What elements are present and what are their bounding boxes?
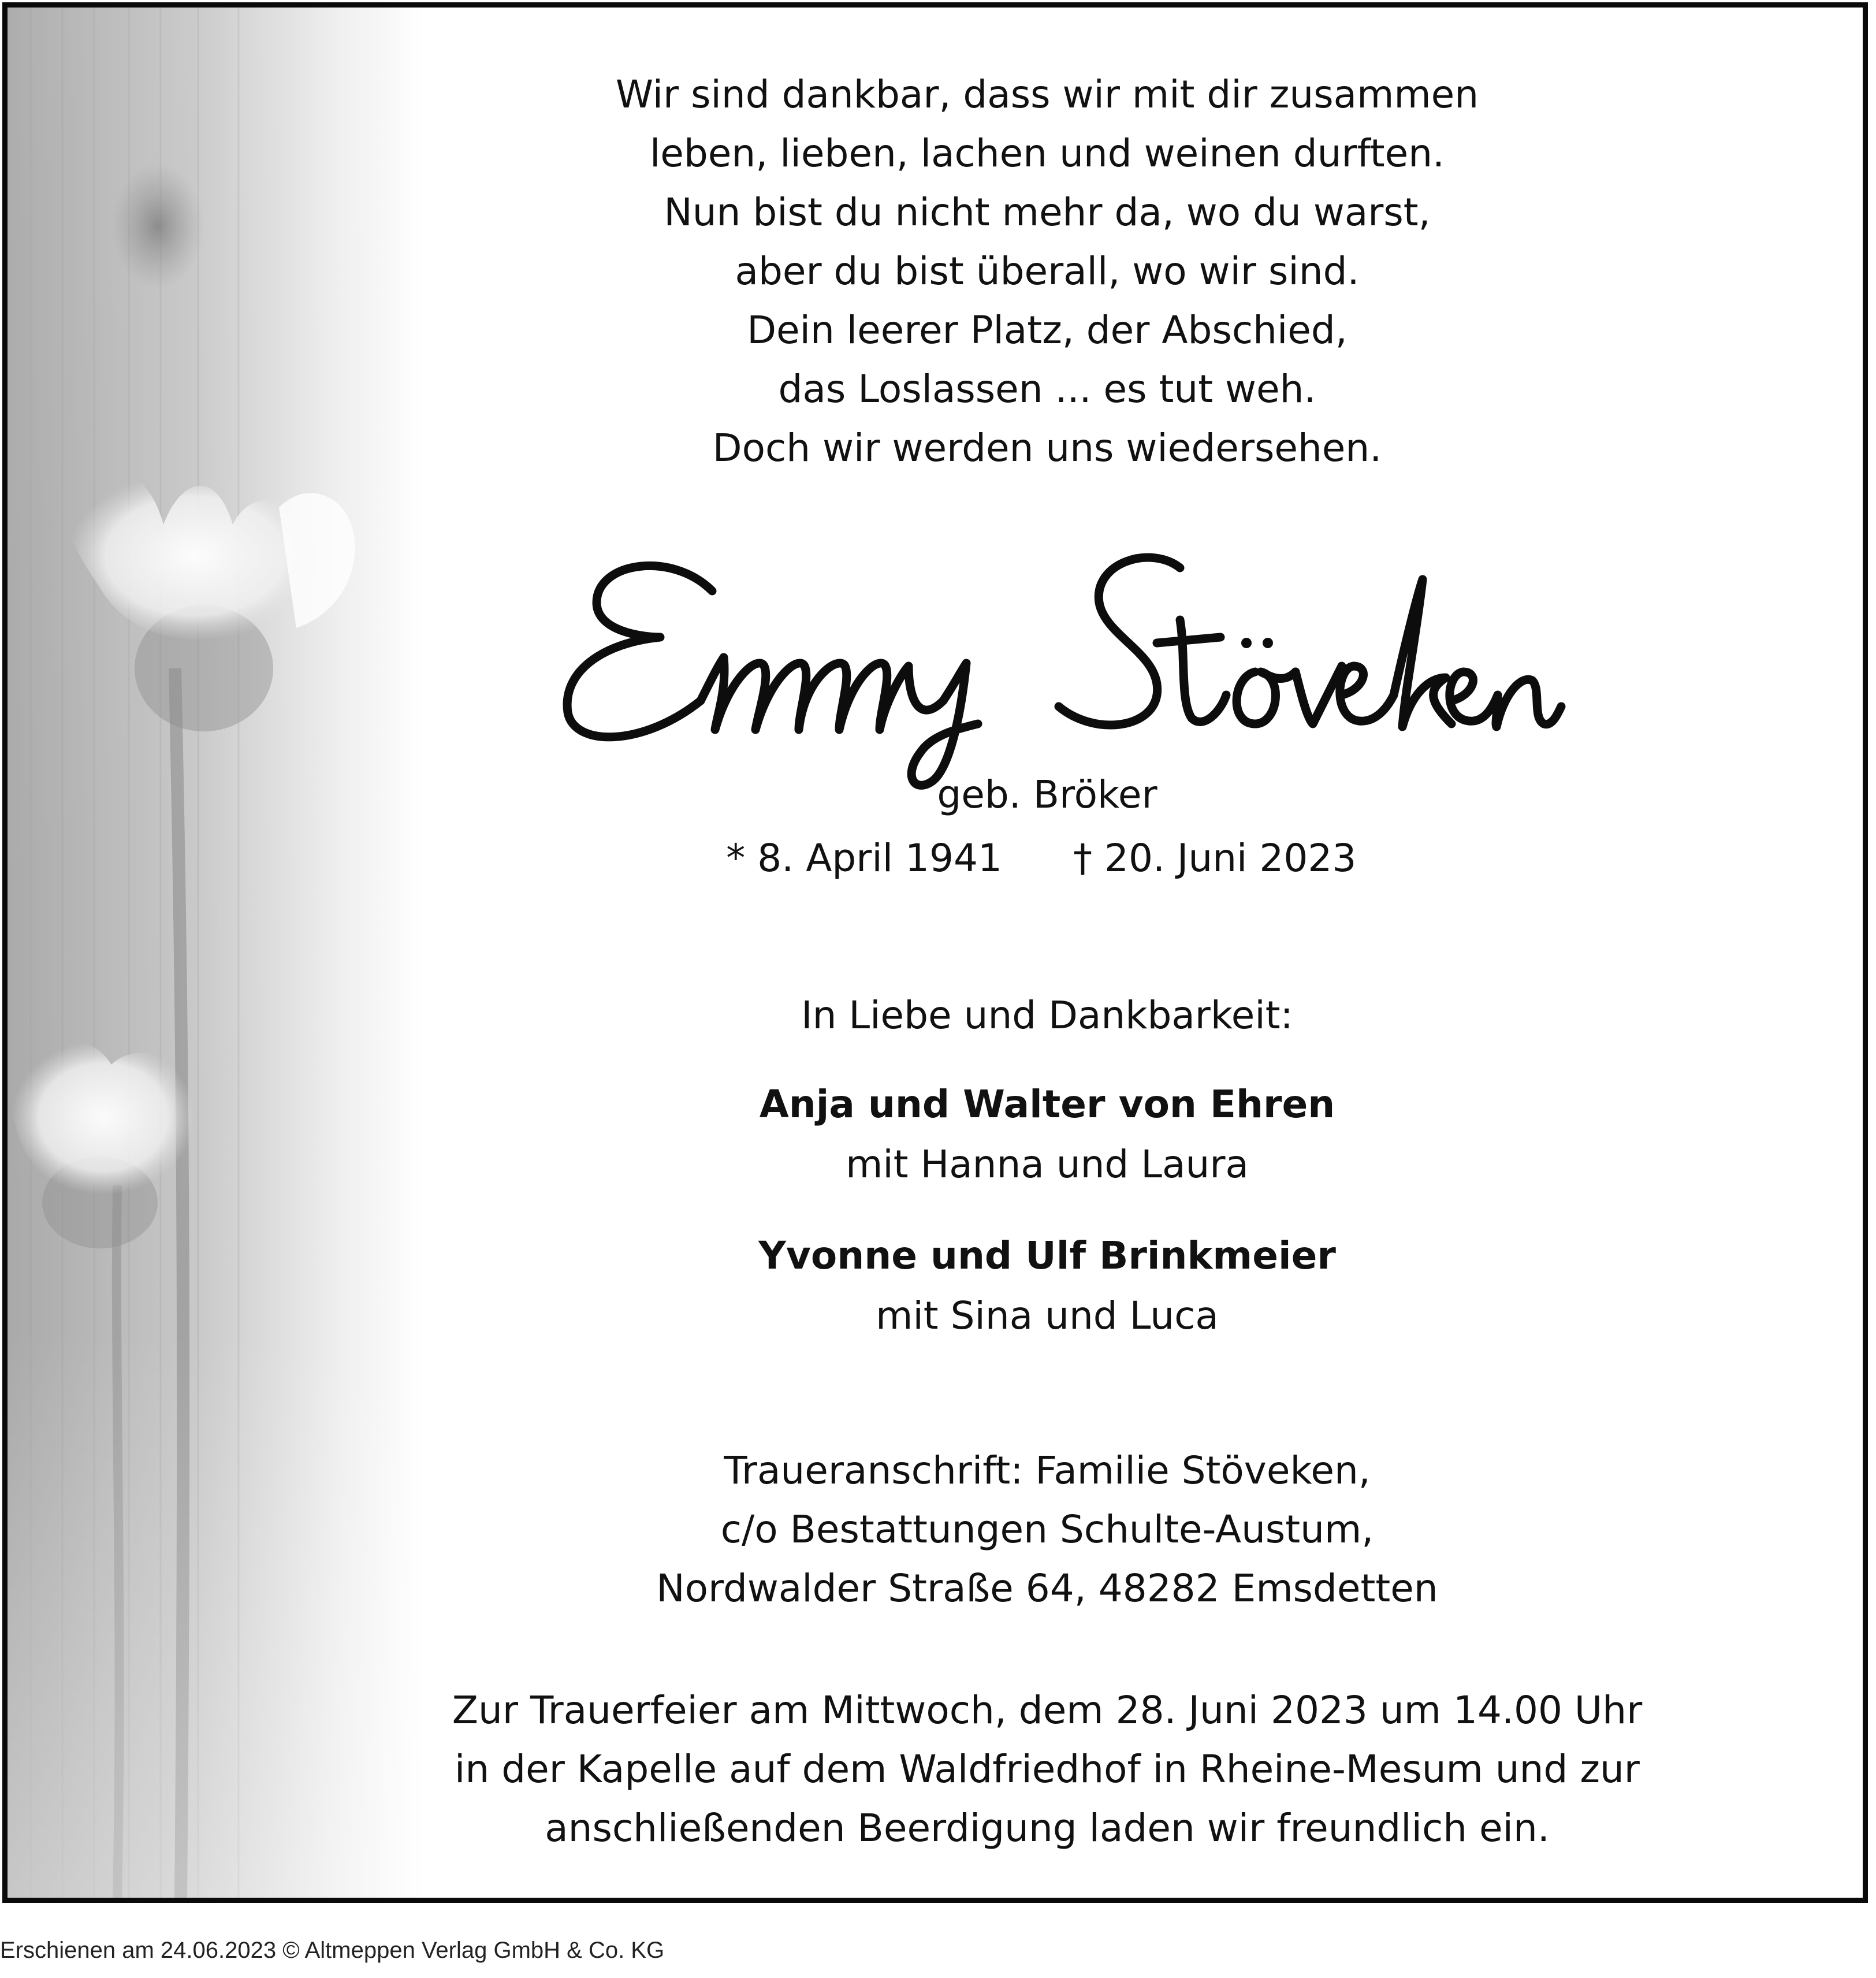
- publication-footer: Erschienen am 24.06.2023 © Altmeppen Verlag GmbH & Co. KG: [0, 1938, 665, 1963]
- poem-line: Doch wir werden uns wiedersehen.: [712, 426, 1382, 470]
- poem-line: Wir sind dankbar, dass wir mit dir zusammen: [615, 72, 1479, 117]
- ceremony-line: in der Kapelle auf dem Waldfriedhof in Rheine-Mesum und zur: [455, 1747, 1640, 1791]
- address-line: Nordwalder Straße 64, 48282 Emsdetten: [656, 1566, 1438, 1611]
- poem-line: Dein leerer Platz, der Abschied,: [747, 308, 1348, 352]
- address-line: c/o Bestattungen Schulte-Austum,: [720, 1507, 1374, 1552]
- family-name: Anja und Walter von Ehren: [759, 1082, 1335, 1126]
- mourners-intro: In Liebe und Dankbarkeit:: [801, 993, 1293, 1038]
- poem-line: Nun bist du nicht mehr da, wo du warst,: [664, 190, 1431, 235]
- birth-name: geb. Bröker: [937, 772, 1157, 817]
- death-date: † 20. Juni 2023: [1073, 836, 1357, 880]
- poem-line: das Loslassen ... es tut weh.: [778, 367, 1316, 411]
- birth-date: * 8. April 1941: [726, 836, 1002, 880]
- family-children: mit Hanna und Laura: [846, 1142, 1249, 1187]
- obituary-content: [8, 8, 1863, 1898]
- ceremony-line: anschließenden Beerdigung laden wir freundlich ein.: [545, 1806, 1550, 1850]
- poem-line: leben, lieben, lachen und weinen durften.: [649, 131, 1445, 176]
- poem-line: aber du bist überall, wo wir sind.: [735, 249, 1360, 293]
- family-name: Yvonne und Ulf Brinkmeier: [758, 1233, 1336, 1278]
- family-children: mit Sina und Luca: [876, 1293, 1219, 1338]
- obituary-frame: [2, 2, 1868, 1903]
- ceremony-line: Zur Trauerfeier am Mittwoch, dem 28. Juni 2023 um 14.00 Uhr: [452, 1688, 1643, 1732]
- deceased-name-signature: [527, 527, 1567, 793]
- address-line: Traueranschrift: Familie Stöveken,: [724, 1448, 1371, 1493]
